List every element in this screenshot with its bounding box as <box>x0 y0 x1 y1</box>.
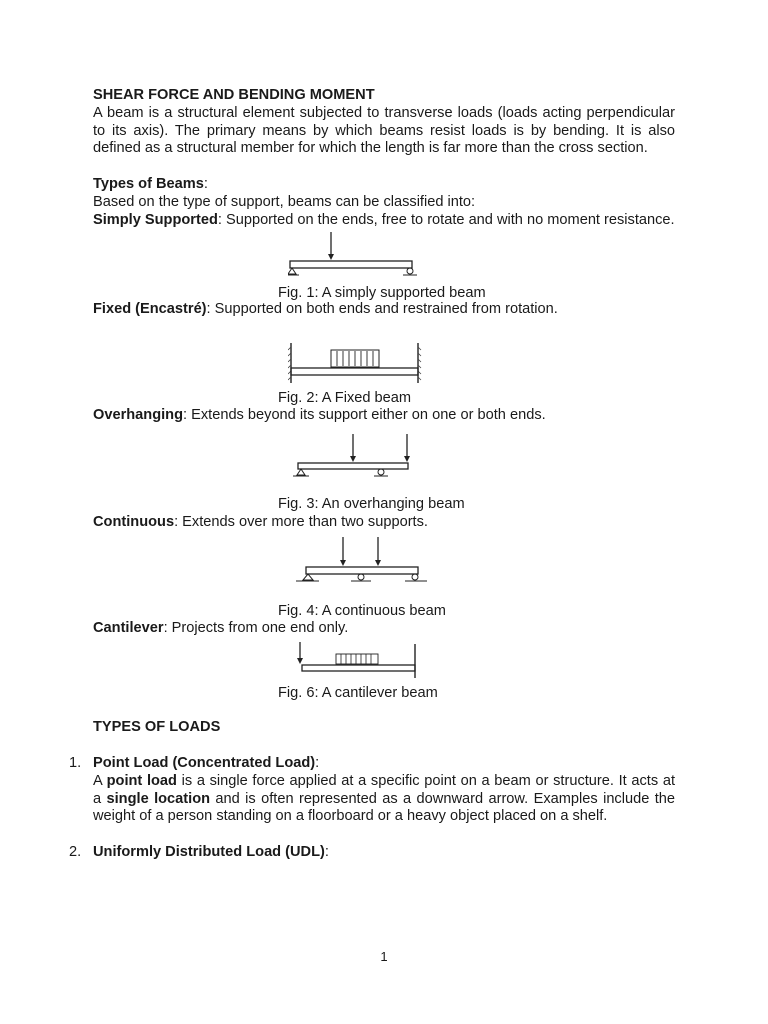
continuous-label: Continuous <box>93 513 175 530</box>
udl-heading-line: Uniformly Distributed Load (UDL): <box>93 843 329 860</box>
figure-4 <box>93 532 675 620</box>
simply-supported-label: Simply Supported <box>93 211 218 228</box>
figure-1-caption: Fig. 1: A simply supported beam <box>278 285 486 302</box>
list-item <box>69 843 675 862</box>
loads-heading: TYPES OF LOADS <box>93 719 221 736</box>
document-page <box>69 87 676 862</box>
types-heading-line: Types of Beams: <box>93 175 208 192</box>
figure-3 <box>93 425 675 514</box>
list-number: 1. <box>69 754 82 771</box>
figure-3-caption: Fig. 3: An overhanging beam <box>278 495 465 512</box>
intro-paragraph: A beam is a structural element subjected to transverse loads (loads acting perpendicular to its axis). The primary means by which beams resist loads is by bending. It is also defined as a structural member for which the length is far more than the cross section. <box>93 104 675 157</box>
page-title: SHEAR FORCE AND BENDING MOMENT <box>93 87 375 103</box>
fixed-label: Fixed (Encastré) <box>93 301 207 318</box>
figure-2 <box>93 319 675 407</box>
types-heading: Types of Beams <box>93 175 204 192</box>
figure-6-caption: Fig. 6: A cantilever beam <box>278 684 438 701</box>
point-load-heading: Point Load (Concentrated Load) <box>93 754 316 771</box>
point-load-heading-line: Point Load (Concentrated Load): <box>93 754 320 771</box>
overhanging-label: Overhanging <box>93 407 184 424</box>
overhanging-beam-diagram <box>293 434 413 484</box>
types-intro: Based on the type of support, beams can be classified into: <box>93 193 476 210</box>
figure-6 <box>93 638 675 702</box>
simply-supported-beam-diagram <box>288 232 418 287</box>
page-number: 1 <box>380 949 388 964</box>
continuous-definition: Continuous: Extends over more than two supports. <box>93 513 428 530</box>
simply-supported-definition: Simply Supported: Supported on the ends, free to rotate and with no moment resistance. <box>93 211 675 228</box>
figure-2-caption: Fig. 2: A Fixed beam <box>278 390 412 407</box>
figure-4-caption: Fig. 4: A continuous beam <box>278 602 446 619</box>
figure-1 <box>93 229 675 301</box>
udl-heading: Uniformly Distributed Load (UDL) <box>93 843 325 860</box>
point-load-description: A point load is a single force applied at a specific point on a beam or structure. It acts at a single location and is often represented as a downward arrow. Examples include the weight of a person standing on a floorboard or a heavy object placed on a shelf. <box>93 772 676 825</box>
list-number: 2. <box>69 843 82 860</box>
overhanging-definition: Overhanging: Extends beyond its support either on one or both ends. <box>93 407 546 424</box>
fixed-beam-diagram <box>288 339 423 387</box>
list-item <box>69 754 676 826</box>
cantilever-label: Cantilever <box>93 619 164 636</box>
continuous-beam-diagram <box>291 537 429 589</box>
fixed-definition: Fixed (Encastré): Supported on both ends and restrained from rotation. <box>93 301 558 318</box>
cantilever-beam-diagram <box>296 640 421 682</box>
cantilever-definition: Cantilever: Projects from one end only. <box>93 619 349 636</box>
